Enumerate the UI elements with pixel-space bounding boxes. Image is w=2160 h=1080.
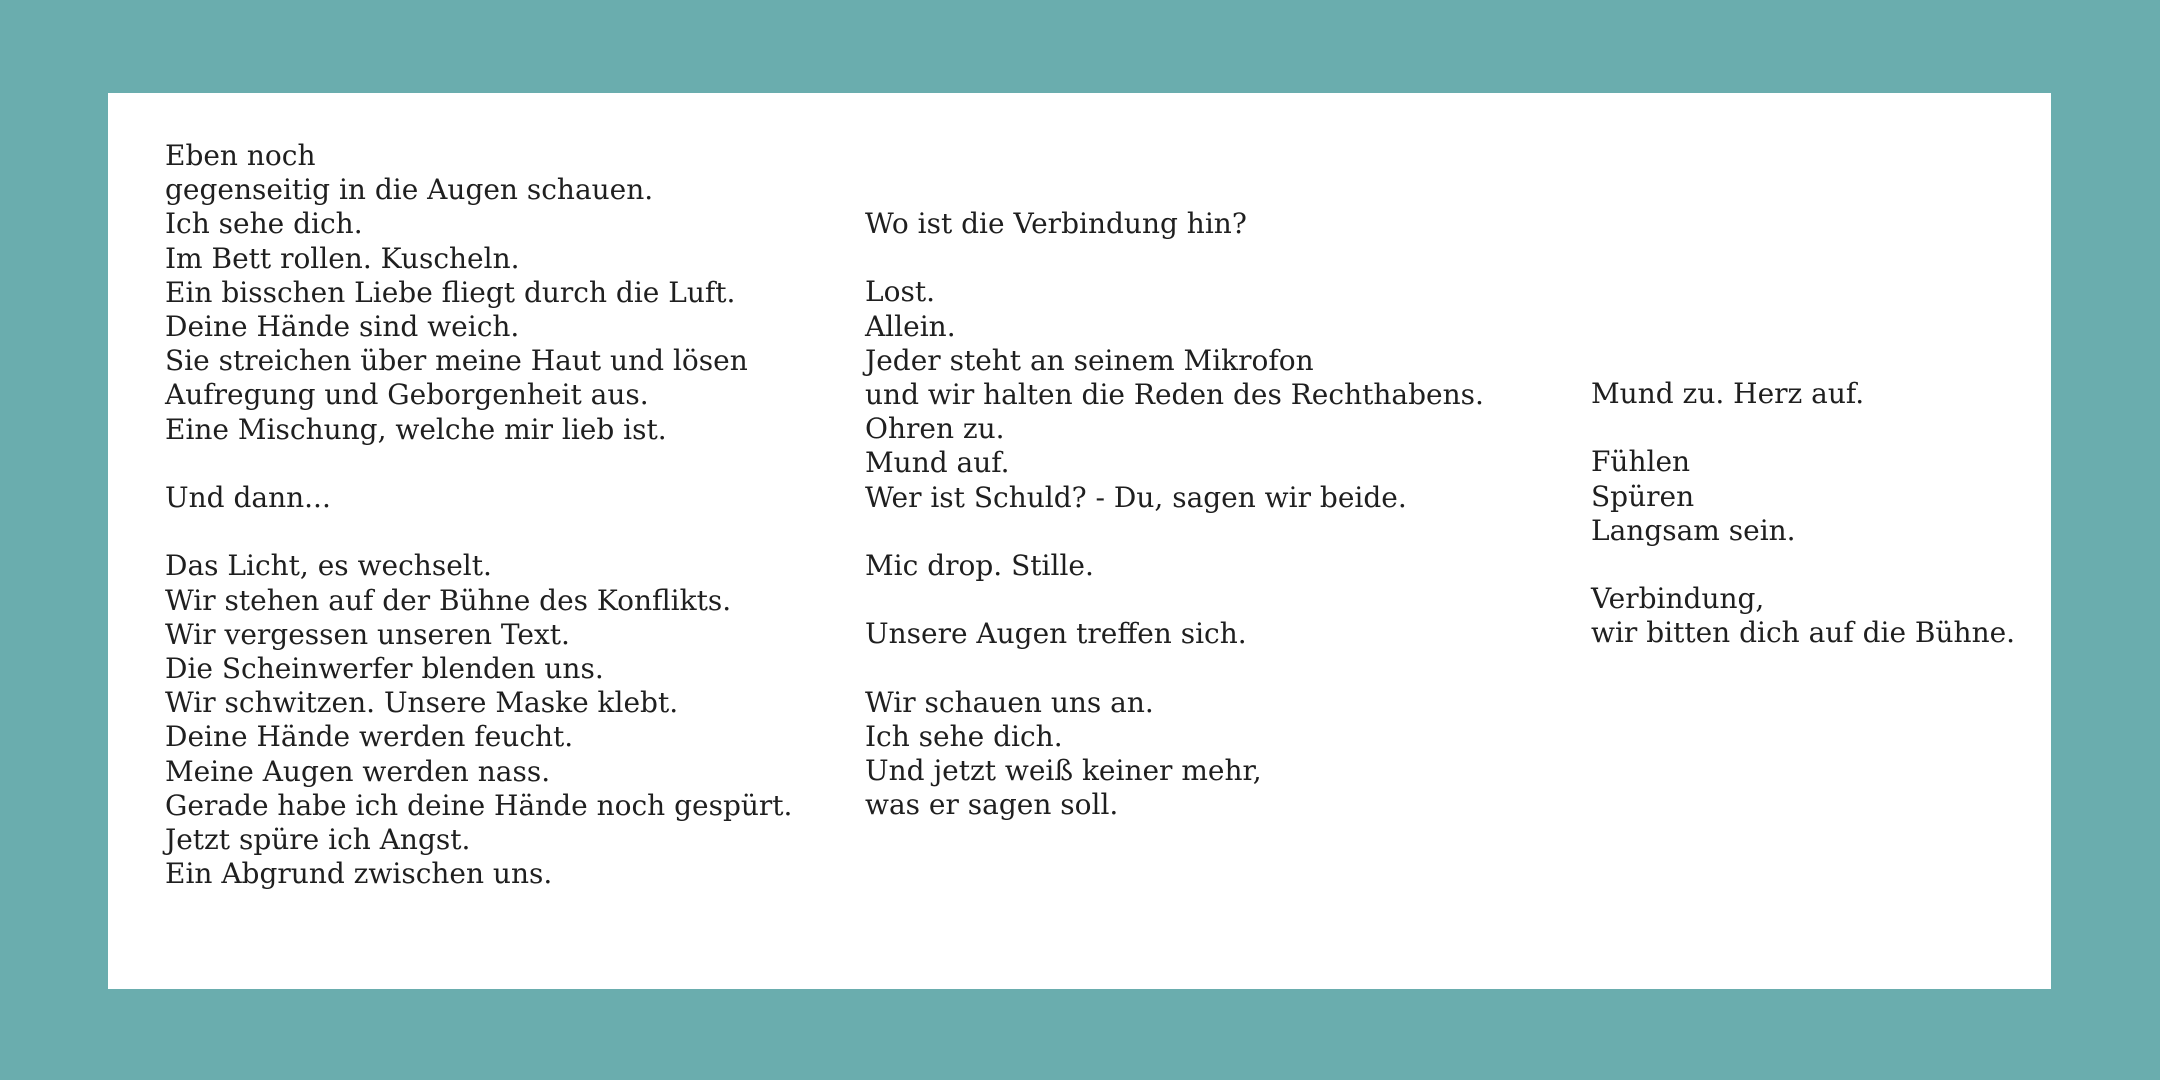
poem-line: Wir vergessen unseren Text. [165, 617, 570, 651]
poem-line: Jeder steht an seinem Mikrofon [865, 343, 1314, 377]
poem-line: Und dann... [165, 481, 331, 515]
poem-line: Und jetzt weiß keiner mehr, [865, 754, 1262, 788]
poem-line: Sie streichen über meine Haut und lösen [165, 344, 748, 378]
poem-line: Meine Augen werden nass. [165, 754, 551, 788]
poem-line: Ein bisschen Liebe fliegt durch die Luft. [165, 275, 736, 309]
poem-stanza [865, 275, 1484, 514]
poem-line: Unsere Augen treffen sich. [865, 617, 1247, 651]
poem-stanza [1591, 377, 2015, 411]
poem-line: Ohren zu. [865, 412, 1005, 446]
poem-stanza [165, 481, 792, 515]
poem-line: Die Scheinwerfer blenden uns. [165, 652, 604, 686]
poem-line: Langsam sein. [1591, 513, 1796, 547]
poem-column-3 [1591, 377, 2015, 651]
poem-stanza [865, 549, 1484, 583]
poem-line: Fühlen [1591, 445, 1691, 479]
poem-line: gegenseitig in die Augen schauen. [165, 173, 654, 207]
poem-line: Wir stehen auf der Bühne des Konflikts. [165, 583, 732, 617]
poem-stanza [1591, 582, 2015, 650]
poem-line: was er sagen soll. [865, 788, 1119, 822]
poem-line: Wir schauen uns an. [865, 685, 1154, 719]
poem-line: Lost. [865, 275, 935, 309]
poem-line: Mund auf. [865, 446, 1010, 480]
poem-line: Deine Hände sind weich. [165, 310, 520, 344]
poem-card [108, 93, 2051, 989]
poem-stanza [865, 617, 1484, 651]
poem-stanza [165, 139, 792, 447]
poem-stanza [865, 207, 1484, 241]
poem-line: Ich sehe dich. [865, 719, 1063, 753]
poem-line: Mund zu. Herz auf. [1591, 377, 1865, 410]
poem-line: und wir halten die Reden des Rechthabens. [865, 378, 1484, 411]
poem-line: Ein Abgrund zwischen uns. [165, 857, 553, 891]
poem-line: Jetzt spüre ich Angst. [165, 823, 471, 857]
poem-stanza [1591, 445, 2015, 548]
poem-stanza [165, 549, 792, 891]
poem-stanza [865, 686, 1484, 823]
poem-line: Gerade habe ich deine Hände noch gespürt. [165, 788, 793, 822]
poem-line: Ich sehe dich. [165, 207, 363, 241]
poem-line: Wer ist Schuld? - Du, sagen wir beide. [865, 480, 1407, 514]
poem-line: Verbindung, [1591, 582, 1765, 616]
poem-line: Wo ist die Verbindung hin? [865, 207, 1247, 240]
poem-line: Das Licht, es wechselt. [165, 549, 492, 583]
poem-line: Im Bett rollen. Kuscheln. [165, 241, 520, 275]
poem-column-2 [865, 207, 1484, 823]
poem-line: Allein. [865, 309, 956, 343]
poem-line: Mic drop. Stille. [865, 549, 1094, 582]
poem-line: Eben noch [165, 139, 316, 172]
poem-column-1 [165, 139, 792, 891]
poem-line: Eine Mischung, welche mir lieb ist. [165, 412, 667, 446]
poem-line: wir bitten dich auf die Bühne. [1591, 616, 2016, 650]
poem-line: Spüren [1591, 479, 1695, 513]
poem-line: Deine Hände werden feucht. [165, 720, 574, 754]
poem-line: Wir schwitzen. Unsere Maske klebt. [165, 686, 679, 720]
poem-line: Aufregung und Geborgenheit aus. [165, 378, 649, 412]
